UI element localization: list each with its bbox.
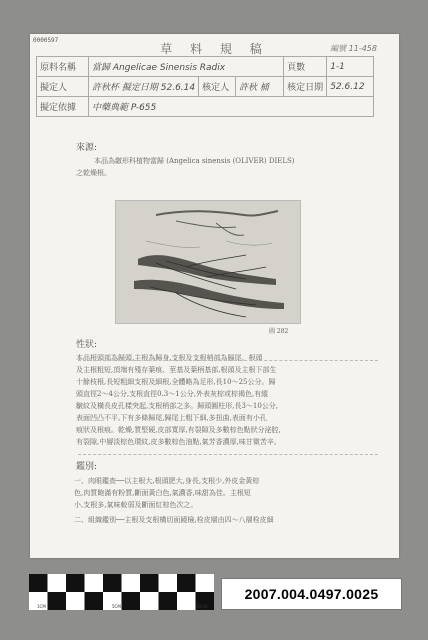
material-name-label: 原料名稱: [37, 57, 89, 77]
approve-date-label: 核定日期: [284, 77, 327, 97]
ruled-line: [78, 360, 378, 361]
properties-line: 表面凹凸不平,下有多條歸尾,歸尾上粗下細,多扭曲,表面有小孔: [76, 414, 267, 422]
identification-heading: 鑑別:: [76, 462, 98, 472]
properties-text-block: [76, 352, 281, 448]
source-line-1: 本品為繖形科植物當歸 (Angelica sinensis (OLIVER) DIELS): [94, 157, 295, 165]
approve-date-value: 52.6.12: [327, 77, 374, 97]
scale-label-left: 1CM: [37, 604, 46, 609]
properties-line: 痕狀及根痕。乾燥,質堅硬,皮部寬厚,有裂隙及多數棕色點狀分泌腔,: [76, 426, 281, 434]
angelica-root-illustration: [116, 201, 300, 323]
properties-line: 皺紋及橫長皮孔樣突起,支根梢部之多。歸頭圓柱形,長3～10公分,: [76, 402, 279, 410]
properties-line: 十餘枝根,長短粗細支根及細根,全體略為足形,長10～25公分。歸: [76, 378, 276, 386]
identification-line: 一、肉眼鑑查──以主根大,根頭肥大,身長,支根少,外皮金黃棕: [74, 477, 260, 485]
properties-heading: 性狀:: [76, 340, 98, 350]
source-heading: 來源:: [76, 143, 98, 153]
basis-value: 中藥典範 P-655: [89, 97, 374, 117]
properties-line: 本品根頭部為歸頭,主根為歸身,支根及支根梢部為歸尾。根頭: [76, 354, 263, 362]
identification-line: 色,肉質飽滿有粉質,斷面黃白色,氣濃香,味甜為佳。主根短: [74, 489, 251, 497]
source-line-2: 之乾燥根。: [76, 169, 111, 177]
figure-caption: 圖 282: [269, 328, 289, 335]
table-row: [37, 77, 374, 97]
properties-line: 頭直徑2～4公分,支根直徑0.3～1公分,外表灰棕或棕褐色,有縱: [76, 390, 269, 398]
material-name-value: 當歸 Angelicae Sinensis Radix: [89, 57, 284, 77]
root-specimen-figure: [115, 200, 301, 324]
document-serial-number: 編號 11-458: [330, 44, 377, 53]
scale-label-right: 10CM: [196, 604, 208, 609]
page-count-value: 1-1: [327, 57, 374, 77]
properties-line: 有裂隙,中層淡棕色環紋,皮多數棕色油點,氣芳香濃厚,味甘微苦辛。: [76, 438, 281, 446]
properties-line: 及主根粗短,頂端有殘存葉痕、莖基及葉柄基部,根頭及主根下部生: [76, 366, 277, 374]
archive-document-page: [30, 34, 399, 558]
corner-id-stamp: 0000597: [33, 37, 59, 44]
identification-line: 小,支根多,氣味較弱及斷面紅棕色次之。: [74, 501, 198, 509]
drafter-value: 許秋杯 擬定日期 52.6.14: [89, 77, 199, 97]
accession-number-label: 2007.004.0497.0025: [221, 578, 402, 610]
page-count-label: 頁數: [284, 57, 327, 77]
scale-label-mid: 5CM: [112, 604, 121, 609]
identification-item-1: [74, 475, 259, 511]
table-row: [37, 97, 374, 117]
header-info-table: [36, 56, 374, 117]
reviewer-value: 許秋 桶: [235, 77, 283, 97]
reviewer-label: 核定人: [199, 77, 236, 97]
document-title: 草 料 規 稿: [160, 42, 269, 56]
table-row: [37, 57, 374, 77]
ruled-line: [78, 454, 378, 455]
drafter-label: 擬定人: [37, 77, 89, 97]
scale-colorbar: [29, 574, 214, 610]
identification-item-2: 二、組織鑑別──主根及支根橫切面鏡檢,栓皮層由四～八層栓皮細: [74, 516, 274, 524]
basis-label: 擬定依據: [37, 97, 89, 117]
